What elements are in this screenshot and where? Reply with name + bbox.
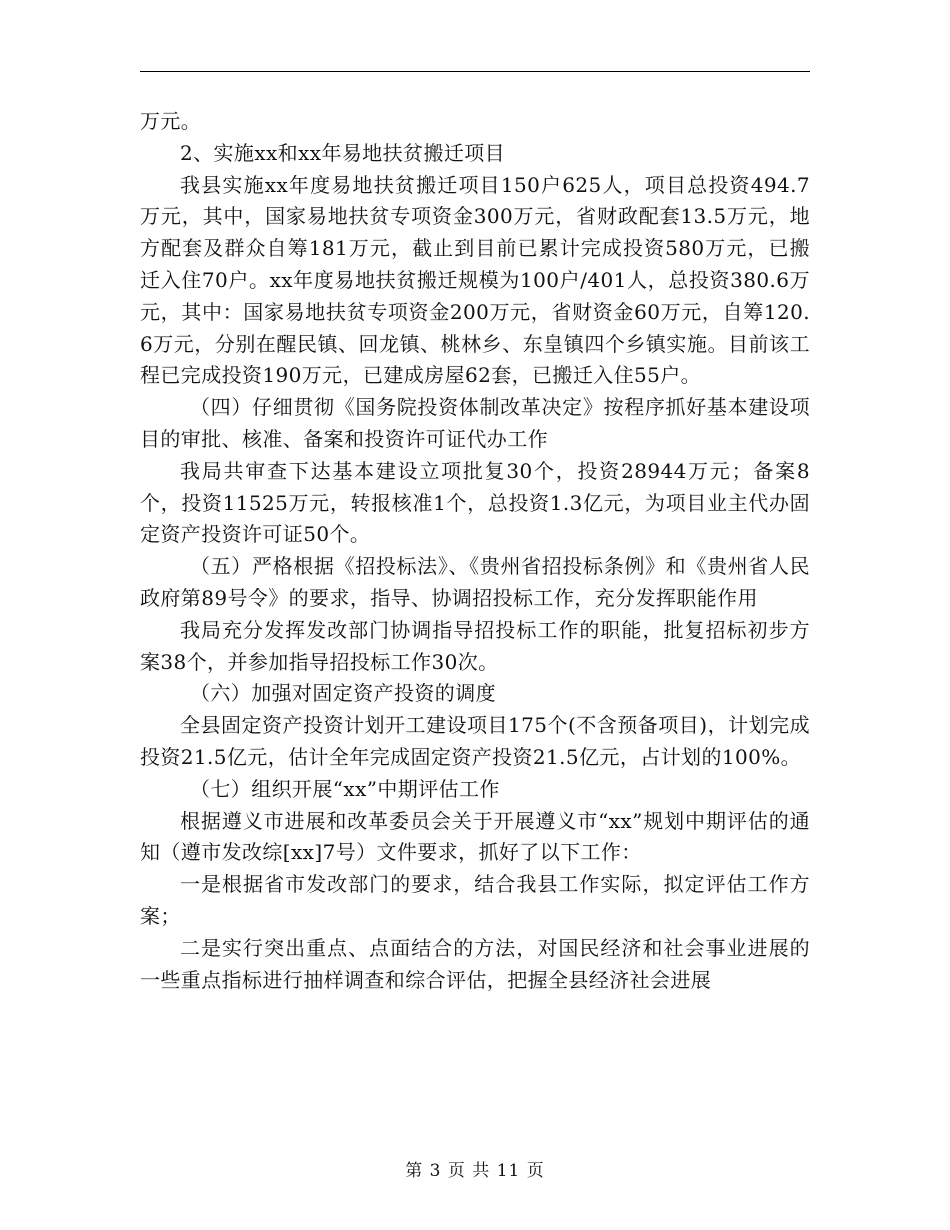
paragraph: 我局共审查下达基本建设立项批复30个，投资28944万元；备案8个，投资11525万元，转报核准1个，总投资1.3亿元，为项目业主代办固定资产投资许可证50个。 — [140, 458, 810, 547]
section-heading: （四）仔细贯彻《国务院投资体制改革决定》按程序抓好基本建设项目的审批、核准、备案和投资许可证代办工作 — [140, 395, 810, 451]
document-body — [140, 106, 810, 996]
paragraph: 全县固定资产投资计划开工建设项目175个(不含预备项目)，计划完成投资21.5亿元，估计全年完成固定资产投资21.5亿元，占计划的100%。 — [140, 713, 810, 769]
section-heading: 2、实施xx和xx年易地扶贫搬迁项目 — [180, 140, 506, 165]
page-number: 第 3 页 共 11 页 — [405, 1161, 545, 1181]
header-rule — [140, 71, 810, 72]
paragraph: 二是实行突出重点、点面结合的方法，对国民经济和社会事业进展的一些重点指标进行抽样调查和综合评估，把握全县经济社会进展 — [140, 935, 810, 992]
section-heading: （五）严格根据《招投标法》、《贵州省招投标条例》和《贵州省人民政府第89号令》的要求，指导、协调招投标工作，充分发挥职能作用 — [140, 554, 810, 610]
paragraph: 我局充分发挥发改部门协调指导招投标工作的职能，批复招标初步方案38个，并参加指导招投标工作30次。 — [140, 617, 810, 674]
paragraph: 根据遵义市进展和改革委员会关于开展遵义市“xx”规划中期评估的通知（遵市发改综[xx]7号）文件要求，抓好了以下工作： — [140, 808, 810, 865]
paragraph: 万元。 — [140, 109, 202, 133]
section-heading: （六）加强对固定资产投资的调度 — [190, 681, 496, 706]
section-heading: （七）组织开展“xx”中期评估工作 — [190, 776, 500, 801]
paragraph: 我县实施xx年度易地扶贫搬迁项目150户625人，项目总投资494.7万元，其中，国家易地扶贫专项资金300万元，省财政配套13.5万元，地方配套及群众自筹181万元，截止到目前已累计完成投资580万元，已搬迁入住70户。xx年度易地扶贫搬迁规模为100户/401人，总投资380.6万元，其中：国家易地扶贫专项资金200万元，省财资金60万元，自筹120.6万元，分别在醒民镇、回龙镇、桃林乡、东皇镇四个乡镇实施。目前该工程已完成投资190万元，已建成房屋62套，已搬迁入住55户。 — [140, 172, 810, 388]
paragraph: 一是根据省市发改部门的要求，结合我县工作实际，拟定评估工作方案； — [140, 872, 810, 928]
